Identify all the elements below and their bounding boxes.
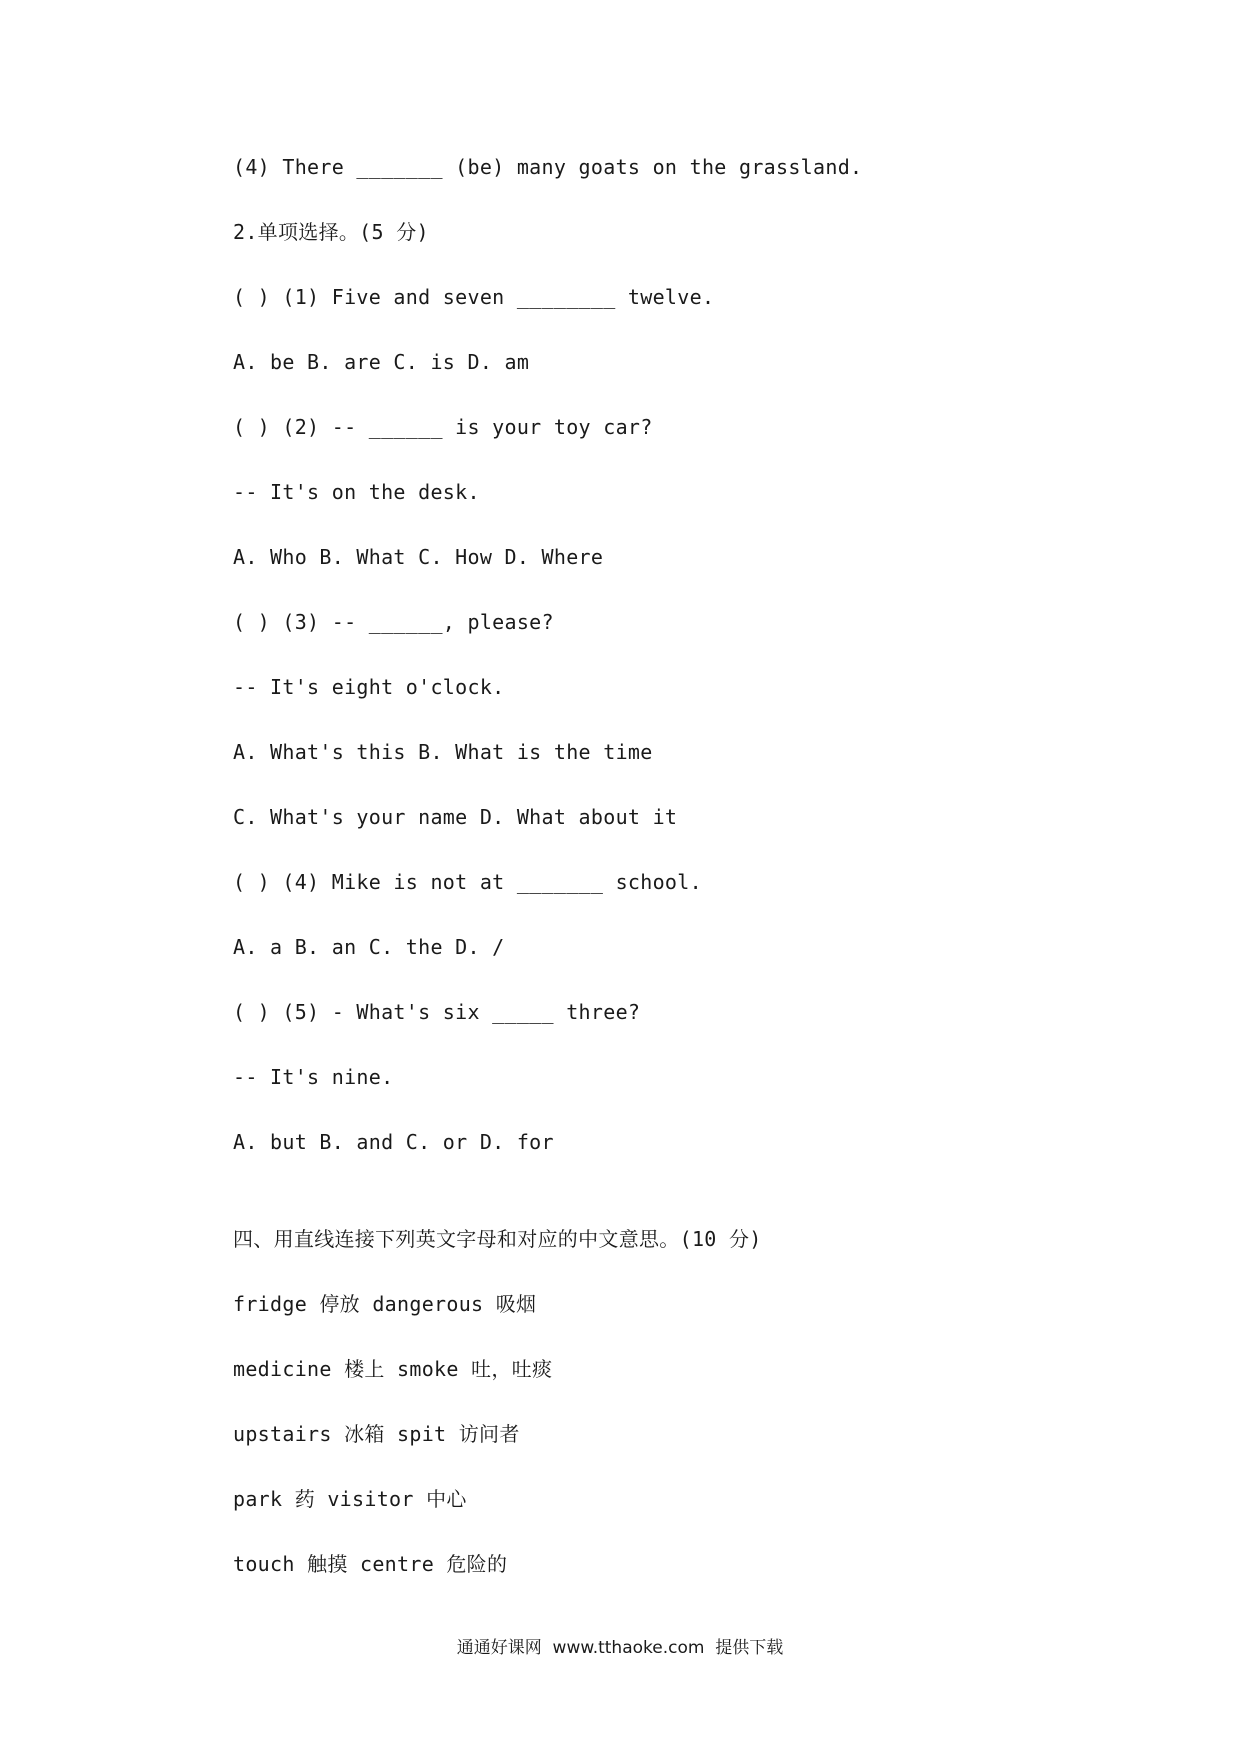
question-3: ( ) (3) -- ______, please?	[233, 610, 554, 634]
section-heading-single-choice: 2.单项选择。(5 分)	[233, 220, 429, 244]
question-3-answer-line: -- It's eight o'clock.	[233, 675, 505, 699]
matching-row-4: park 药 visitor 中心	[233, 1487, 467, 1511]
matching-row-2: medicine 楼上 smoke 吐，吐痰	[233, 1357, 553, 1381]
question-3-options-c-d: C. What's your name D. What about it	[233, 805, 678, 829]
question-5: ( ) (5) - What's six _____ three?	[233, 1000, 641, 1024]
question-4-options: A. a B. an C. the D. /	[233, 935, 505, 959]
question-3-options-a-b: A. What's this B. What is the time	[233, 740, 653, 764]
matching-row-5: touch 触摸 centre 危险的	[233, 1552, 508, 1576]
question-2-options: A. Who B. What C. How D. Where	[233, 545, 604, 569]
section-heading-matching: 四、用直线连接下列英文字母和对应的中文意思。(10 分)	[233, 1227, 762, 1251]
page-footer: 通通好课网 www.tthaoke.com 提供下载	[456, 1638, 784, 1658]
question-1: ( ) (1) Five and seven ________ twelve.	[233, 285, 715, 309]
question-2: ( ) (2) -- ______ is your toy car?	[233, 415, 653, 439]
question-2-answer-line: -- It's on the desk.	[233, 480, 480, 504]
question-4: ( ) (4) Mike is not at _______ school.	[233, 870, 702, 894]
fill-blank-question-4: (4) There _______ (be) many goats on the grassland.	[233, 155, 863, 179]
matching-row-1: fridge 停放 dangerous 吸烟	[233, 1292, 537, 1316]
question-1-options: A. be B. are C. is D. am	[233, 350, 530, 374]
question-5-options: A. but B. and C. or D. for	[233, 1130, 554, 1154]
matching-row-3: upstairs 冰箱 spit 访问者	[233, 1422, 520, 1446]
question-5-answer-line: -- It's nine.	[233, 1065, 394, 1089]
